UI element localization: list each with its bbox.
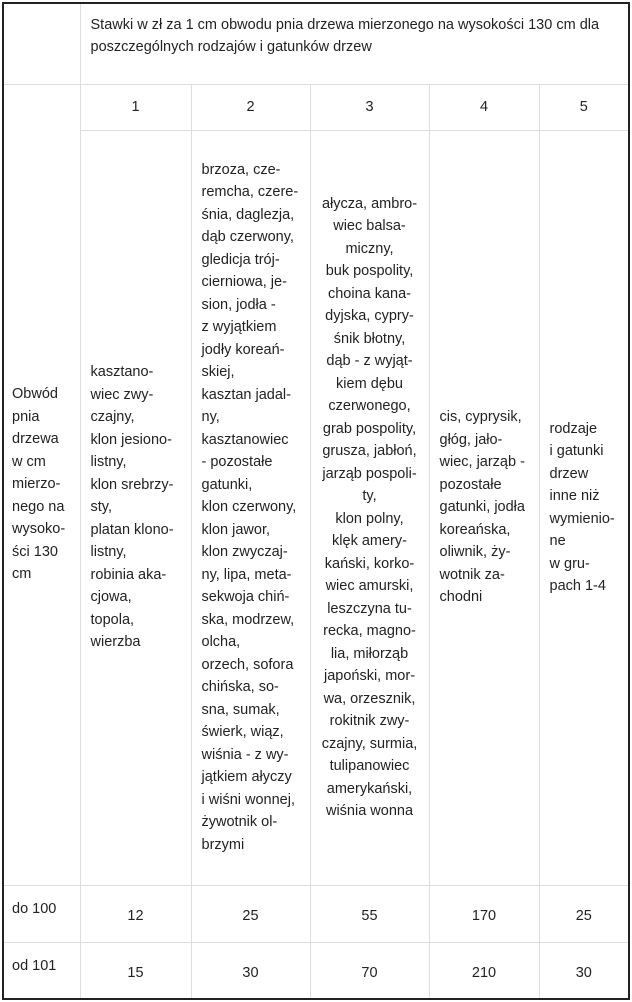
text-line: remcha, czere- xyxy=(201,184,299,201)
text-line: amerykański, xyxy=(326,780,413,797)
text-line: i gatunki xyxy=(549,443,604,459)
text-line: czajny, surmia, xyxy=(321,735,418,752)
rate-value: 25 xyxy=(539,885,628,942)
text-line: wiec zwy- xyxy=(90,386,154,403)
species-group-3 xyxy=(310,130,429,885)
rate-value: 55 xyxy=(310,885,429,942)
rate-value: 170 xyxy=(429,885,539,942)
text-line: jodły koreań- xyxy=(201,341,285,358)
text-line: klon zwyczaj- xyxy=(201,544,288,561)
text-line: czajny, xyxy=(90,409,135,426)
text-line: drzew xyxy=(549,465,589,482)
rates-table-frame xyxy=(2,2,630,1000)
text-line: wiec, jarząb - xyxy=(439,454,525,471)
header-row xyxy=(4,4,628,84)
text-line: kasztano- xyxy=(90,364,154,381)
text-line: mierzo- xyxy=(12,476,61,493)
text-line: i wiśni wonnej, xyxy=(201,791,295,808)
text-line: wiśnia wonna xyxy=(325,803,414,819)
text-line: orzech, sofora xyxy=(201,656,294,673)
text-line: nego na xyxy=(12,498,65,515)
text-line: klęk amery- xyxy=(332,533,407,549)
rate-value: 30 xyxy=(539,942,628,998)
table-row xyxy=(4,885,628,942)
text-line: dąb - z wyjąt- xyxy=(326,353,413,369)
column-number-2: 2 xyxy=(191,84,310,130)
text-line: wotnik za- xyxy=(439,566,505,583)
text-line: leszczyna tu- xyxy=(327,600,412,617)
text-line: koreańska, xyxy=(439,521,511,538)
text-line: z wyjątkiem xyxy=(201,319,277,336)
rate-value: 210 xyxy=(429,942,539,998)
text-line: cm xyxy=(12,566,32,583)
text-line: cjowa, xyxy=(90,589,132,606)
text-line: cierniowa, je- xyxy=(201,274,287,291)
column-number-5: 5 xyxy=(539,84,628,130)
species-group-4 xyxy=(429,130,539,885)
tree-rates-table xyxy=(4,4,628,998)
text-line: recka, magno- xyxy=(323,623,416,639)
text-line: topola, xyxy=(90,611,135,628)
species-row xyxy=(4,130,628,885)
text-line: w cm xyxy=(12,453,46,470)
text-line: kasztan jadal- xyxy=(201,386,291,403)
text-line: świerk, wiąz, xyxy=(201,724,284,741)
rate-value: 70 xyxy=(310,942,429,998)
text-line: Obwód xyxy=(12,386,58,403)
text-line: śnia, daglezja, xyxy=(201,206,295,223)
column-number-4: 4 xyxy=(429,84,539,130)
row-label-do-100: do 100 xyxy=(4,885,80,942)
text-line: czerwonego, xyxy=(328,398,411,414)
rate-value: 25 xyxy=(191,885,310,942)
text-line: dyjska, cypry- xyxy=(325,308,414,324)
text-line: ałycza, ambro- xyxy=(321,195,418,212)
column-number-3: 3 xyxy=(310,84,429,130)
text-line: drzewa xyxy=(12,431,59,448)
text-line: tulipanowiec xyxy=(329,758,410,774)
text-line: japoński, mor- xyxy=(323,668,416,684)
text-line: platan klono- xyxy=(90,521,174,538)
text-line: klon czerwony, xyxy=(201,499,297,516)
text-line: klon jawor, xyxy=(201,521,271,538)
text-line: choina kana- xyxy=(327,285,412,302)
text-line: ska, modrzew, xyxy=(201,611,295,628)
text-line: grusza, jabłoń, xyxy=(322,443,417,459)
rate-value: 30 xyxy=(191,942,310,998)
column-number-row xyxy=(4,84,628,130)
text-line: pozostałe xyxy=(439,476,502,493)
text-line: jątkiem ałyczy xyxy=(201,769,292,786)
text-line: lia, miłorząb xyxy=(330,645,409,662)
text-line: kasztanowiec xyxy=(201,431,289,448)
rate-value: 12 xyxy=(80,885,191,942)
text-line: sekwoja chiń- xyxy=(201,589,290,606)
text-line: wymienio- xyxy=(549,510,615,527)
text-line: rokitnik zwy- xyxy=(329,713,410,729)
text-line: buk pospolity, xyxy=(325,263,414,279)
species-group-5 xyxy=(539,130,628,885)
text-line: gatunki, xyxy=(201,476,253,493)
text-line: gledicja trój- xyxy=(201,251,280,268)
text-line: jarząb pospoli- xyxy=(322,465,417,482)
text-line: brzoza, cze- xyxy=(201,161,281,178)
text-line: chińska, so- xyxy=(201,679,279,696)
text-line: sty, xyxy=(90,499,112,516)
text-line: olcha, xyxy=(201,634,241,651)
empty-corner-cell xyxy=(4,4,80,84)
text-line: chodni xyxy=(439,589,483,606)
text-line: brzymi xyxy=(201,836,245,853)
text-line: - pozostałe xyxy=(201,454,273,471)
species-group-1 xyxy=(80,130,191,885)
text-line: wiec amurski, xyxy=(325,578,414,594)
text-line: listny, xyxy=(90,544,127,561)
text-line: głóg, jało- xyxy=(439,431,503,448)
text-line: wierzba xyxy=(90,634,141,651)
text-line: miczny, xyxy=(345,240,394,257)
text-line: kański, korko- xyxy=(324,555,415,572)
row-label-od-101: od 101 xyxy=(4,942,80,998)
text-line: klon polny, xyxy=(335,510,404,527)
text-line: sna, sumak, xyxy=(201,701,280,718)
text-line: pach 1-4 xyxy=(549,578,606,594)
table-row xyxy=(4,942,628,998)
text-line: skiej, xyxy=(201,364,235,381)
text-line: cis, cyprysik, xyxy=(439,409,522,426)
text-line: ny, lipa, meta- xyxy=(201,566,292,583)
row-label-header xyxy=(4,84,80,885)
text-line: rodzaje xyxy=(549,420,598,437)
text-line: pnia xyxy=(12,408,40,425)
text-line: klon jesiono- xyxy=(90,431,172,448)
column-number-1: 1 xyxy=(80,84,191,130)
text-line: wiśnia - z wy- xyxy=(201,746,289,763)
text-line: grab pospolity, xyxy=(322,420,417,437)
text-line: ty, xyxy=(362,488,377,504)
text-line: żywotnik ol- xyxy=(201,814,278,831)
species-group-2 xyxy=(191,130,310,885)
text-line: oliwnik, ży- xyxy=(439,544,511,561)
text-line: inne niż xyxy=(549,488,600,504)
rate-value: 15 xyxy=(80,942,191,998)
text-line: robinia aka- xyxy=(90,566,167,583)
text-line: wiec balsa- xyxy=(333,218,406,234)
text-line: dąb czerwony, xyxy=(201,229,294,246)
text-line: wysoko- xyxy=(12,521,66,538)
text-line: śnik błotny, xyxy=(333,330,406,347)
text-line: klon srebrzy- xyxy=(90,476,174,493)
text-line: ne xyxy=(549,533,566,549)
text-line: kiem dębu xyxy=(336,375,403,392)
text-line: listny, xyxy=(90,454,127,471)
text-line: wa, orzesznik, xyxy=(323,690,416,707)
table-header-title: Stawki w zł za 1 cm obwodu pnia drzewa mierzonego na wysokości 130 cm dla poszczególnych rodzajów i gatunków drzew xyxy=(80,4,628,84)
text-line: gatunki, jodła xyxy=(439,499,525,516)
text-line: ny, xyxy=(201,409,220,426)
text-line: ści 130 xyxy=(12,543,58,560)
text-line: w gru- xyxy=(549,555,590,572)
text-line: sion, jodła - xyxy=(201,296,276,313)
